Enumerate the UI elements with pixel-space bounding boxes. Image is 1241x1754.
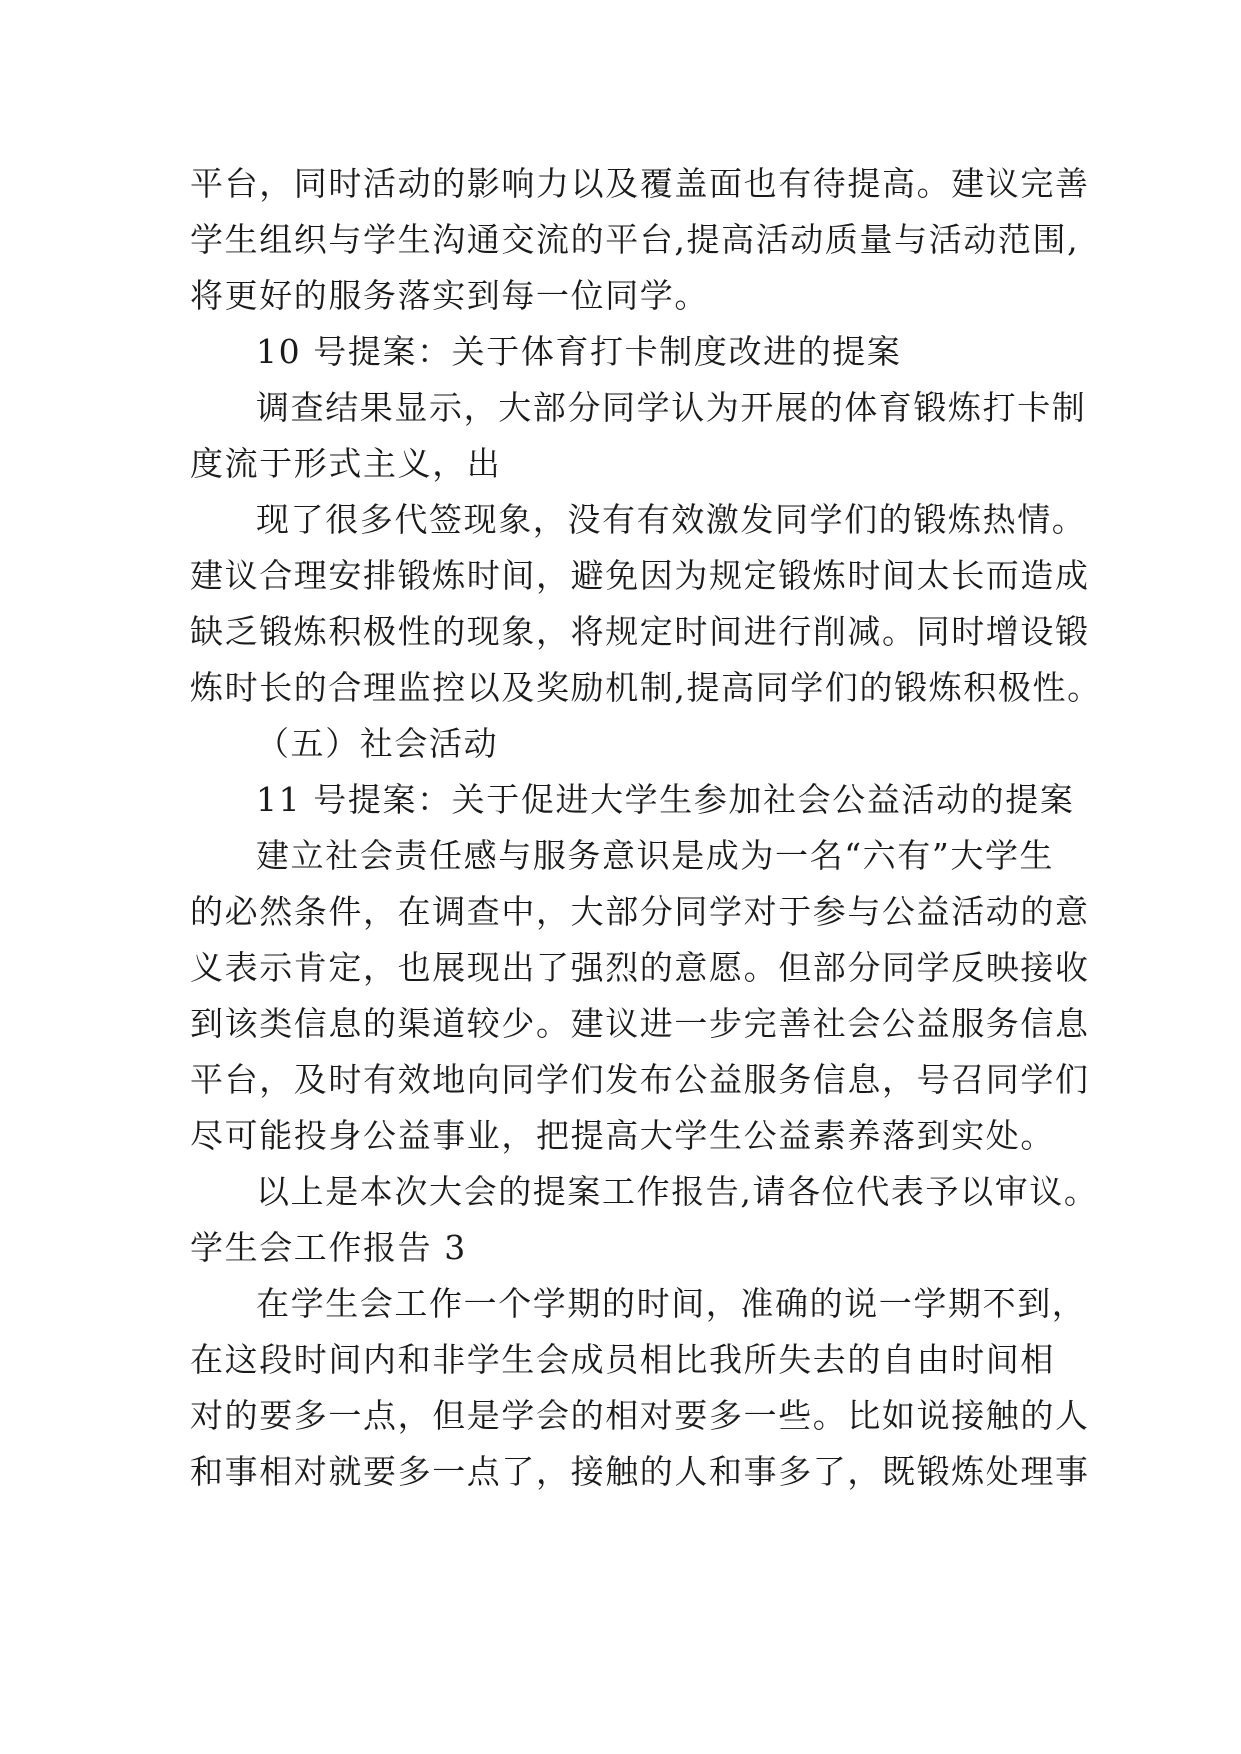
body-text-line: 炼时长的合理监控以及奖励机制,提高同学们的锻炼积极性。	[190, 668, 1102, 707]
report-3-title: 学生会工作报告 3	[190, 1228, 467, 1267]
body-text-line: 对的要多一点，但是学会的相对要多一些。比如说接触的人	[190, 1396, 1090, 1435]
body-text-line: 将更好的服务落实到每一位同学。	[190, 276, 709, 315]
body-text-line: 建立社会责任感与服务意识是成为一名“六有”大学生	[256, 836, 1055, 875]
body-text-line: 调查结果显示，大部分同学认为开展的体育锻炼打卡制	[256, 388, 1087, 427]
section-heading-social-activities: （五）社会活动	[256, 724, 499, 763]
body-text-line: 在学生会工作一个学期的时间，准确的说一学期不到，	[256, 1284, 1087, 1323]
body-text-line: 到该类信息的渠道较少。建议进一步完善社会公益服务信息	[190, 1004, 1090, 1043]
body-text-line: 义表示肯定，也展现出了强烈的意愿。但部分同学反映接收	[190, 948, 1090, 987]
body-text-line: 的必然条件，在调查中，大部分同学对于参与公益活动的意	[190, 892, 1090, 931]
proposal-10-heading: 10 号提案：关于体育打卡制度改进的提案	[256, 332, 902, 371]
body-text-line: 和事相对就要多一点了，接触的人和事多了，既锻炼处理事	[190, 1452, 1090, 1491]
body-text-line: 在这段时间内和非学生会成员相比我所失去的自由时间相	[190, 1340, 1055, 1379]
body-text-line: 平台，同时活动的影响力以及覆盖面也有待提高。建议完善	[190, 164, 1090, 203]
body-text-line: 度流于形式主义，出	[190, 444, 502, 483]
body-text-line: 缺乏锻炼积极性的现象，将规定时间进行削减。同时增设锻	[190, 612, 1090, 651]
body-text-line: 建议合理安排锻炼时间，避免因为规定锻炼时间太长而造成	[190, 556, 1090, 595]
body-text-line: 以上是本次大会的提案工作报告,请各位代表予以审议。	[256, 1172, 1099, 1211]
body-text-line: 现了很多代签现象，没有有效激发同学们的锻炼热情。	[256, 500, 1087, 539]
body-text-line: 尽可能投身公益事业，把提高大学生公益素养落到实处。	[190, 1116, 1055, 1155]
body-text-line: 学生组织与学生沟通交流的平台,提高活动质量与活动范围,	[190, 220, 1080, 259]
proposal-11-heading: 11 号提案：关于促进大学生参加社会公益活动的提案	[256, 780, 1075, 819]
body-text-line: 平台，及时有效地向同学们发布公益服务信息，号召同学们	[190, 1060, 1090, 1099]
